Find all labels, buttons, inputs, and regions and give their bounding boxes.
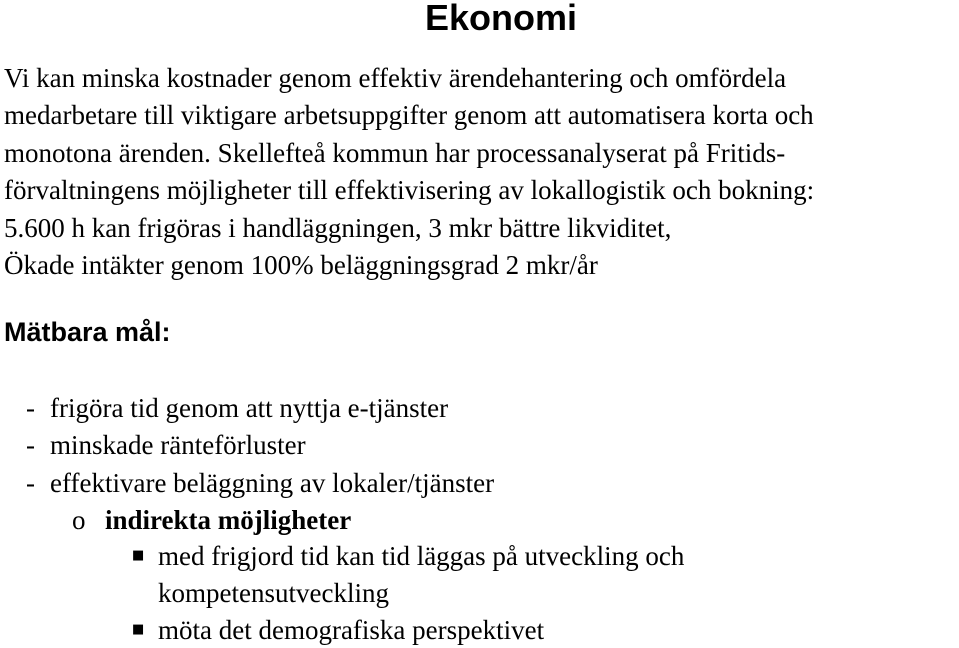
sub-sub-text: kompetensutveckling — [158, 578, 389, 608]
goals-heading: Mätbara mål: — [4, 317, 171, 347]
dash-bullet: - — [26, 430, 35, 460]
intro-line: Vi kan minska kostnader genom effektiv ärendehantering och omfördela — [4, 63, 787, 93]
sub-sub-item — [132, 612, 544, 648]
intro-paragraph — [4, 60, 959, 284]
goal-text: minskade ränteförluster — [50, 430, 306, 460]
sub-sub-text: möta det demografiska perspektivet — [158, 615, 545, 645]
sub-goal-text: indirekta möjligheter — [105, 505, 352, 535]
intro-line: medarbetare till viktigare arbetsuppgifter genom att automatisera korta och — [4, 100, 814, 131]
intro-line: Ökade intäkter genom 100% beläggningsgrad 2 mkr/år — [4, 250, 598, 281]
goal-text: effektivare beläggning av lokaler/tjänster — [50, 468, 495, 498]
page-title: Ekonomi — [425, 0, 578, 38]
intro-line: monotona ärenden. Skellefteå kommun har processanalyserat på Fritids- — [4, 137, 786, 168]
sub-sub-item — [132, 538, 684, 574]
dash-bullet: - — [26, 393, 35, 423]
square-bullet-icon: ■ — [132, 548, 145, 563]
goal-text: frigöra tid genom att nyttja e-tjänster — [50, 393, 449, 423]
square-bullet-icon: ■ — [132, 622, 145, 637]
sub-sub-item-continuation — [158, 575, 389, 611]
goal-item — [4, 390, 448, 426]
dash-bullet: - — [26, 468, 35, 498]
sub-sub-text: med frigjord tid kan tid läggas på utveckling och — [158, 541, 685, 571]
intro-line: 5.600 h kan frigöras i handläggningen, 3 mkr bättre likviditet, — [4, 212, 672, 243]
intro-line: förvaltningens möjligheter till effektivisering av lokallogistik och bokning: — [4, 175, 815, 206]
goal-item — [4, 427, 306, 463]
sub-goal-item — [72, 502, 351, 538]
goal-item — [4, 465, 494, 501]
circle-bullet: o — [72, 505, 86, 535]
